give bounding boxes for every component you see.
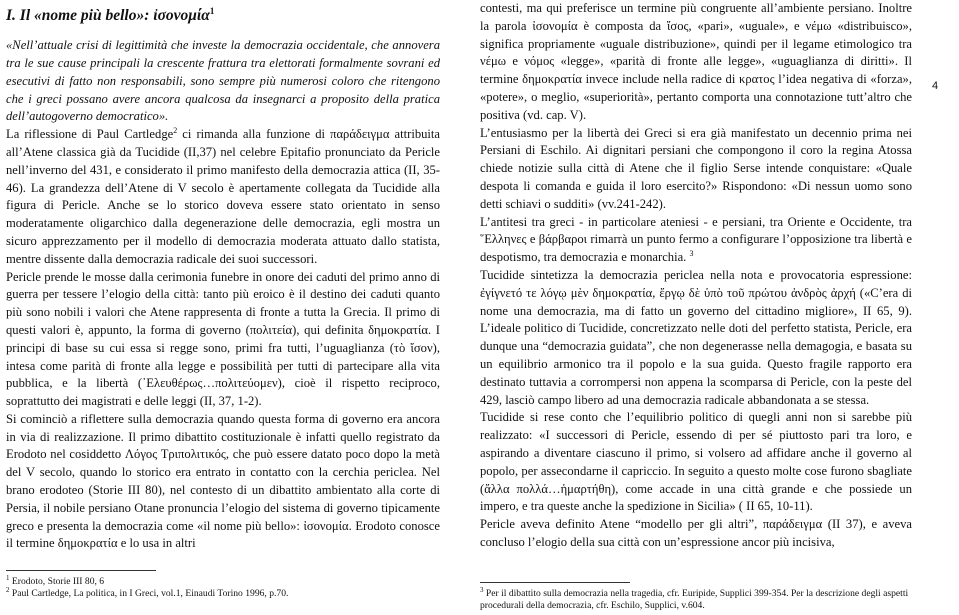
paragraph: Si cominciò a riflettere sulla democrazia quando questa forma di governo era ancora in via di realizzazione. Il primo dibattito costituzionale è infatti quello registrato da Erodoto nel cosiddetto Λόγος Τριπολιτικός, che può essere datato poco dopo la metà del V secolo, quando lo storico era entrato in contatto con la cerchia periclea. Nel brano erodoteo (Storie III 80), nel contesto di un dibattito ambientato alla corte di Persia, il nobile persiano Otane pronuncia l’elogio del sistema di governo tipicamente greco e presenta la democrazia come «il nome più bello»: ἰσονομία. Erodoto conosce il termine δημοκρατία e lo usa in altri <box>6 411 440 551</box>
footnotes <box>6 573 440 599</box>
paragraph: L’antitesi tra greci - in particolare ateniesi - e persiani, tra Oriente e Occidente, tra ῞Ελληνες e βάρβαροι rimarrà un punto fermo a configurare l’opposizione tra libertà e despotismo, tra democrazia e monarchia. $^3$ <box>480 214 912 265</box>
paragraph: Tucidide sintetizza la democrazia periclea nella nota e provocatoria espressione: ἐγίγνετό τε λόγῳ μὲν δημοκρατία, ἔργῳ δὲ ὑπὸ τοῦ πρώτου ἀνδρὸς ἀρχή («C’era di nome una democrazia, ma di fatto un governo del cittadino migliore», II 65, 9). L’ideale politico di Tucidide, concretizzato nelle doti del perfetto statista, Pericle, era dunque una “democrazia guidata”, che non degenerasse nella demagogia, e basata su un equilibrio armonico tra il popolo e la sua guida. Questo fragile rapporto era destinato tuttavia a corrompersi non appena la scomparsa di Pericle, con la peste del 429, lasciò campo libero ad una democrazia radicale abbandonata a se stessa. <box>480 267 912 407</box>
footnote-rule <box>480 582 630 583</box>
paragraph: La riflessione di Paul Cartledge$^2$ ci rimanda alla funzione di παράδειγμα attribuita all’Atene classica già da Tucidide (II,37) nel celebre Epitafio pronunciato da Pericle nell’inverno del 431, e considerato il primo manifesto della democrazia attica (II, 35-46). La grandezza dell’Atene di V secolo è apertamente collegata da Tucidide alla figura di Pericle. Anche se lo storico doveva essere stato orientato in senso moderatamente oligarchico dalla degenerazione delle democrazia, egli mostra un sicuro apprezzamento per il modello di democrazia moderata attuato dallo statista, mentre dissente dalla democrazia radicale dei suoi successori. <box>6 125 441 266</box>
paragraph: contesti, ma qui preferisce un termine più congruente all’ambiente persiano. Inoltre la parola ἰσονομία è composta da ἴσος, «pari», «uguale», e νέμω «distribuisco», significa propriamente «uguale distribuzione», quindi per il legame etimologico tra νέμω e νόμος «legge», «parità di fronte alle legge», «uguaglianza di diritti». Il termine δημοκρατία invece include nella radice di κρατος l’idea negativa di «forza», «potere», o meglio, «superiorità», pertanto comporta una connotazione tutt’altro che positiva (vd. cap. V). <box>480 1 912 122</box>
footnote: $^1$ Erodoto, Storie III 80, 6 <box>6 573 105 587</box>
footnote: $^3$ Per il dibattito sulla democrazia nella tragedia, cfr. Euripide, Supplici 399-354. Per la descrizione degli aspetti procedurali della democrazia, cfr. Eschilo, Supplici, v.604. <box>480 585 909 611</box>
footnote: $^2$ Paul Cartledge, La politica, in I Greci, vol.1, Einaudi Torino 1996, p.70. <box>6 585 289 599</box>
paragraph: Pericle aveva definito Atene “modello per gli altri”, παράδειγμα (II 37), e aveva concluso l’elogio della sua città con un’espressione ancor più incisiva, <box>480 517 912 549</box>
right-column <box>480 0 912 611</box>
footnote-rule <box>6 570 156 571</box>
page-number: 4 <box>932 80 939 92</box>
abstract-quote: «Nell’attuale crisi di legittimità che investe la democrazia occidentale, che annovera tra le sue cause principali la crescente frattura tra elettorati formalmente sovrani ed esecutivi di fatto non responsabili, sono sempre più numerosi coloro che ritengono che i greci possano avere ancora qualcosa da insegnarci a proposito della pratica dell’autogoverno democratico». <box>6 38 440 124</box>
left-column <box>6 0 441 599</box>
chapter-title: I. Il «nome più bello»: ἰσονομία$^1$ <box>6 6 215 25</box>
footnotes <box>480 585 912 611</box>
paragraph: L’entusiasmo per la libertà dei Greci si era già manifestato un decennio prima nei Persiani di Eschilo. Ai dignitari persiani che compongono il coro la regina Atossa chiede notizie sulla città di Atene che il figlio Serse intende conquistare: «Quale despota li comanda e guida il loro esercito?» Rispondono: «Di nessun uomo sono detti schiavi o sudditi» (vv.241-242). <box>480 125 912 211</box>
paragraph: Tucidide si rese conto che l’equilibrio politico di quegli anni non si sarebbe più realizzato: «I successori di Pericle, essendo di per sé piuttosto pari tra loro, e aspirando a diventare ciascuno il primo, si volsero ad affidare anche il governo al popolo, per assecondarne il capriccio. In seguito a questo molte cose furono sbagliate (ἄλλα πολλά…ἡμαρτήθη), come accade in una città grande e che possiede un impero, e tra queste anche la spedizione in Sicilia» ( II 65, 10-11). <box>480 410 912 514</box>
paragraph: Pericle prende le mosse dalla cerimonia funebre in onore dei caduti del primo anno di guerra per tessere l’elogio della città: tanto più eroico è il destino dei caduti quanto più sono nobili i valori che Atene rappresenta di fronte a tutta la Grecia. Il primo di questi valori è, appunto, la forma di governo (πολιτεία), qui definita δημοκρατία. I principi di base su cui essa si regge sono, primi fra tutti, l’uguaglianza (τὸ ἴσον), intesa come parità di fronte alla legge e possibilità per tutti di partecipare alla vita pubblica, e la libertà (᾿Ελευθέρως…πολιτεύομεν), cioè il rispetto reciproco, soprattutto dei magistrati e delle leggi (II, 37, 1-2). <box>6 269 440 409</box>
